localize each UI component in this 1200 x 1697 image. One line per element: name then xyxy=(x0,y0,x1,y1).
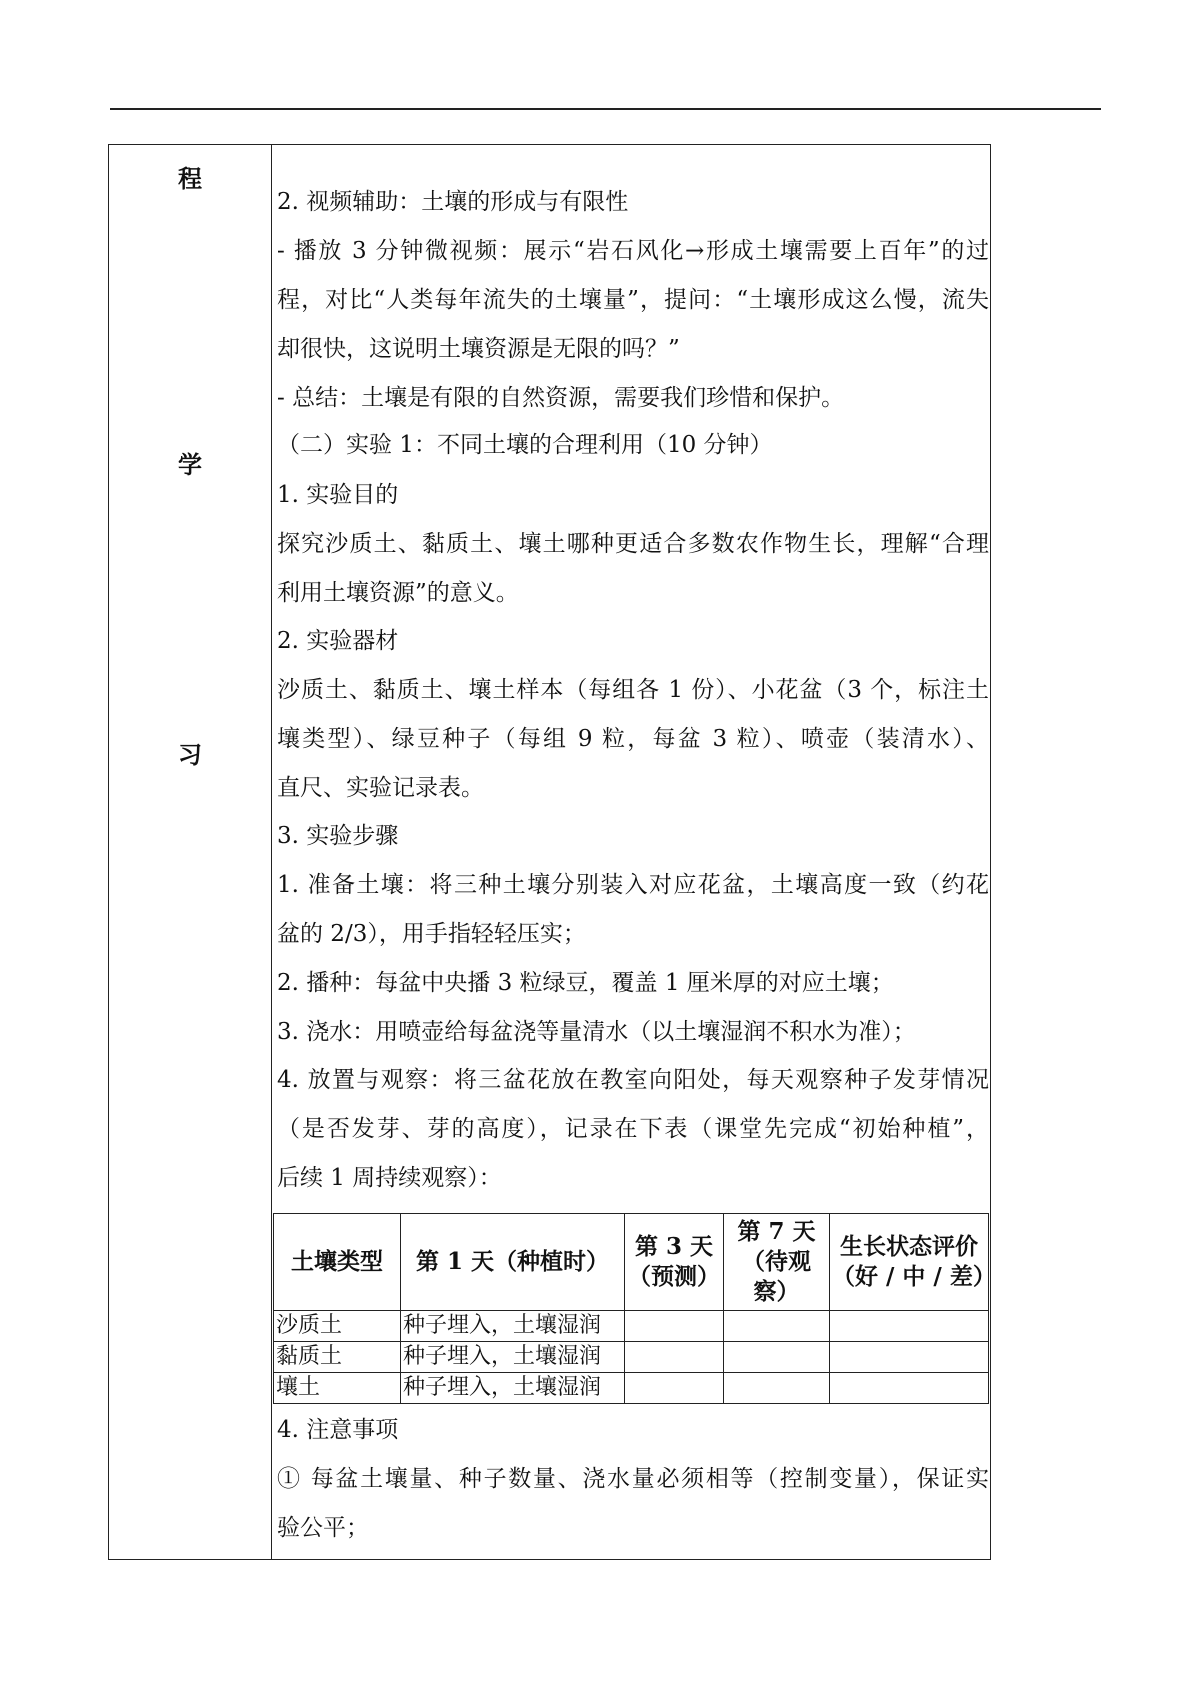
content-line: 探究沙质土、黏质土、壤土哪种更适合多数农作物生长，理解“合理 xyxy=(277,531,989,557)
table-row xyxy=(274,1373,989,1404)
side-label-char: 习 xyxy=(178,740,202,769)
content-line: 验公平； xyxy=(277,1515,369,1541)
lesson-table xyxy=(108,144,996,1560)
content-line: 壤类型）、绿豆种子（每组 9 粒，每盆 3 粒）、喷壶（装清水）、 xyxy=(277,726,989,752)
table-row xyxy=(274,1342,989,1373)
side-label-char: 学 xyxy=(178,450,202,479)
content-line: 直尺、实验记录表。 xyxy=(277,775,484,801)
content-line: 1. 实验目的 xyxy=(277,482,399,508)
header-rule xyxy=(110,108,1101,110)
content-line: 4. 放置与观察：将三盆花放在教室向阳处，每天观察种子发芽情况 xyxy=(277,1067,989,1093)
content-line: 2. 视频辅助：土壤的形成与有限性 xyxy=(277,189,629,215)
content-line: 沙质土、黏质土、壤土样本（每组各 1 份）、小花盆（3 个，标注土 xyxy=(277,677,989,703)
table-row xyxy=(274,1311,989,1342)
content-line: 却很快，这说明土壤资源是无限的吗？” xyxy=(277,336,680,362)
content-line: （是否发芽、芽的高度），记录在下表（课堂先完成“初始种植”， xyxy=(277,1116,989,1142)
table-cell xyxy=(724,1311,830,1342)
content-line: 4. 注意事项 xyxy=(277,1417,399,1443)
content-line: 盆的 2/3），用手指轻轻压实； xyxy=(277,921,586,947)
table-cell: 种子埋入，土壤湿润 xyxy=(401,1373,625,1404)
table-cell xyxy=(724,1342,830,1373)
table-header-row xyxy=(274,1214,989,1311)
column-header-day1: 第 1 天（种植时） xyxy=(401,1214,625,1311)
column-header-day7: 第 7 天（待观察） xyxy=(724,1214,830,1311)
table-cell xyxy=(830,1311,989,1342)
table-cell xyxy=(830,1373,989,1404)
table-cell xyxy=(625,1311,724,1342)
content-line: 2. 实验器材 xyxy=(277,628,399,654)
content-line: - 总结：土壤是有限的自然资源，需要我们珍惜和保护。 xyxy=(277,385,845,411)
table-cell: 种子埋入，土壤湿润 xyxy=(401,1342,625,1373)
content-line: 程，对比“人类每年流失的土壤量”，提问：“土壤形成这么慢，流失 xyxy=(277,287,989,313)
content-line: 2. 播种：每盆中央播 3 粒绿豆，覆盖 1 厘米厚的对应土壤； xyxy=(277,970,894,996)
content-line: （二）实验 1：不同土壤的合理利用（10 分钟） xyxy=(277,432,773,458)
table-cell xyxy=(625,1342,724,1373)
content-line: 1. 准备土壤：将三种土壤分别装入对应花盆，土壤高度一致（约花 xyxy=(277,872,989,898)
content-line: 3. 实验步骤 xyxy=(277,823,399,849)
side-label-char: 程 xyxy=(178,164,202,193)
content-line: ① 每盆土壤量、种子数量、浇水量必须相等（控制变量），保证实 xyxy=(277,1466,989,1492)
content-line: 3. 浇水：用喷壶给每盆浇等量清水（以土壤湿润不积水为准）； xyxy=(277,1019,916,1045)
content-line: - 播放 3 分钟微视频：展示“岩石风化→形成土壤需要上百年”的过 xyxy=(277,238,989,264)
column-header-evaluation: 生长状态评价（好 / 中 / 差） xyxy=(830,1214,989,1311)
table-cell: 沙质土 xyxy=(274,1311,401,1342)
table-cell: 黏质土 xyxy=(274,1342,401,1373)
content-line: 后续 1 周持续观察）： xyxy=(277,1165,502,1191)
table-cell: 种子埋入，土壤湿润 xyxy=(401,1311,625,1342)
column-header-soil-type: 土壤类型 xyxy=(274,1214,401,1311)
content-line: 利用土壤资源”的意义。 xyxy=(277,580,519,606)
table-cell xyxy=(724,1373,830,1404)
experiment-record-table xyxy=(273,1213,996,1404)
column-divider xyxy=(271,145,272,1559)
table-cell xyxy=(625,1373,724,1404)
column-header-day3: 第 3 天（预测） xyxy=(625,1214,724,1311)
table-cell xyxy=(830,1342,989,1373)
table-cell: 壤土 xyxy=(274,1373,401,1404)
